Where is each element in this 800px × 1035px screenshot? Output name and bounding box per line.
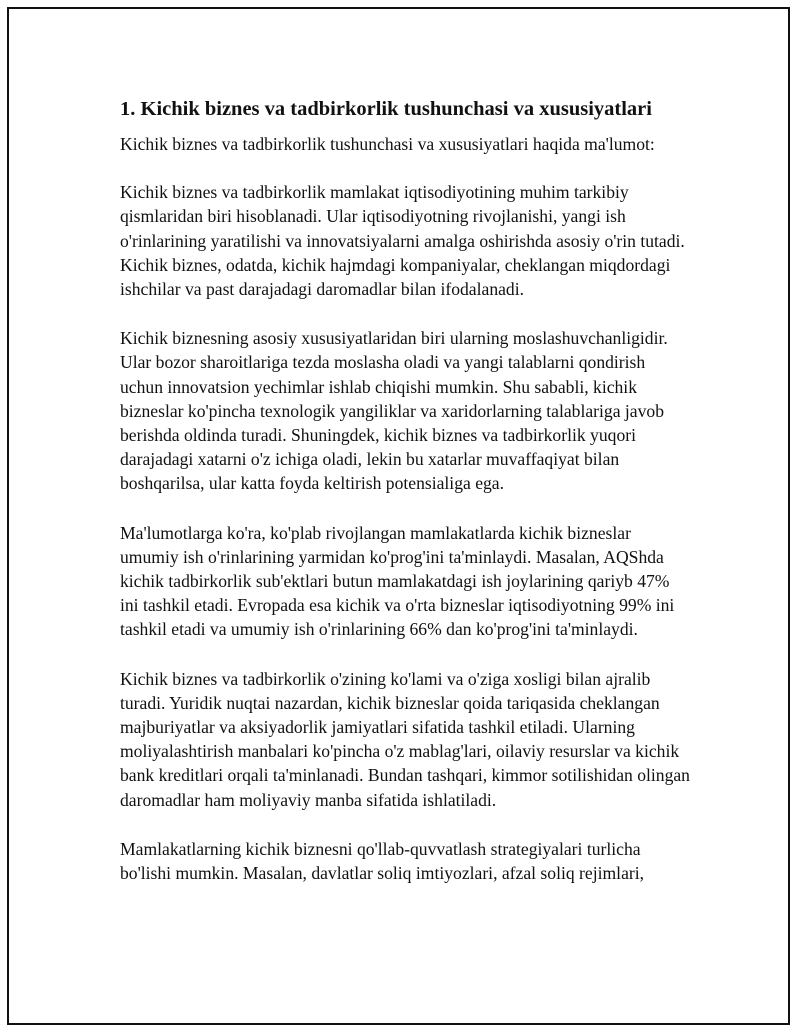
intro-paragraph: Kichik biznes va tadbirkorlik tushunchasi va xususiyatlari haqida ma'lumot: bbox=[120, 134, 655, 154]
body-paragraph: Kichik biznes va tadbirkorlik o'zining ko'lami va o'ziga xosligi bilan ajralib turadi. Yuridik nuqtai nazardan, kichik bizneslar qoida tariqasida cheklangan majburiyatlar va aksiyadorlik jamiyatlari sifatida tashkil etiladi. Ularning moliyalashtirish manbalari ko'pincha o'z mablag'lari, oilaviy resurslar va kichik bank kreditlari orqali ta'minlanadi. Bundan tashqari, kimmor sotilishidan olingan daromadlar ham moliyaviy manba sifatida ishlatiladi. bbox=[120, 668, 690, 810]
section-heading: 1. Kichik biznes va tadbirkorlik tushunchasi va xususiyatlari bbox=[120, 98, 652, 120]
body-paragraph: Kichik biznesning asosiy xususiyatlaridan biri ularning moslashuvchanligidir. Ular bozor sharoitlariga tezda moslasha oladi va yangi talablarni qondirish uchun innovatsion yechimlar ishlab chiqishi mumkin. Shu sababli, kichik bizneslar ko'pincha texnologik yangiliklar va xaridorlarning talablariga javob berishda oldinda turadi. Shuningdek, kichik biznes va tadbirkorlik yuqori darajadagi xatarni o'z ichiga oladi, lekin bu xatarlar muvaffaqiyat bilan boshqarilsa, ular katta foyda keltirish potensialiga ega. bbox=[120, 328, 668, 494]
document-page bbox=[7, 7, 790, 1025]
body-paragraph: Kichik biznes va tadbirkorlik mamlakat iqtisodiyotining muhim tarkibiy qismlaridan biri hisoblanadi. Ular iqtisodiyotning rivojlanishi, yangi ish o'rinlarining yaratilishi va innovatsiyalarni amalga oshirishda asosiy o'rin tutadi. Kichik biznes, odatda, kichik hajmdagi kompaniyalar, cheklangan miqdordagi ishchilar va past darajadagi daromadlar bilan ifodalanadi. bbox=[120, 182, 685, 300]
body-paragraph: Ma'lumotlarga ko'ra, ko'plab rivojlangan mamlakatlarda kichik bizneslar umumiy ish o'rinlarining yarmidan ko'prog'ini ta'minlaydi. Masalan, AQShda kichik tadbirkorlik sub'ektlari butun mamlakatdagi ish joylarining qariyb 47% ini tashkil etadi. Evropada esa kichik va o'rta bizneslar iqtisodiyotning 99% ini tashkil etadi va umumiy ish o'rinlarining 66% dan ko'prog'ini ta'minlaydi. bbox=[120, 522, 675, 640]
body-paragraph: Mamlakatlarning kichik biznesni qo'llab-quvvatlash strategiyalari turlicha bo'lishi mumkin. Masalan, davlatlar soliq imtiyozlari, afzal soliq rejimlari, bbox=[120, 838, 645, 884]
document-body bbox=[120, 95, 690, 910]
